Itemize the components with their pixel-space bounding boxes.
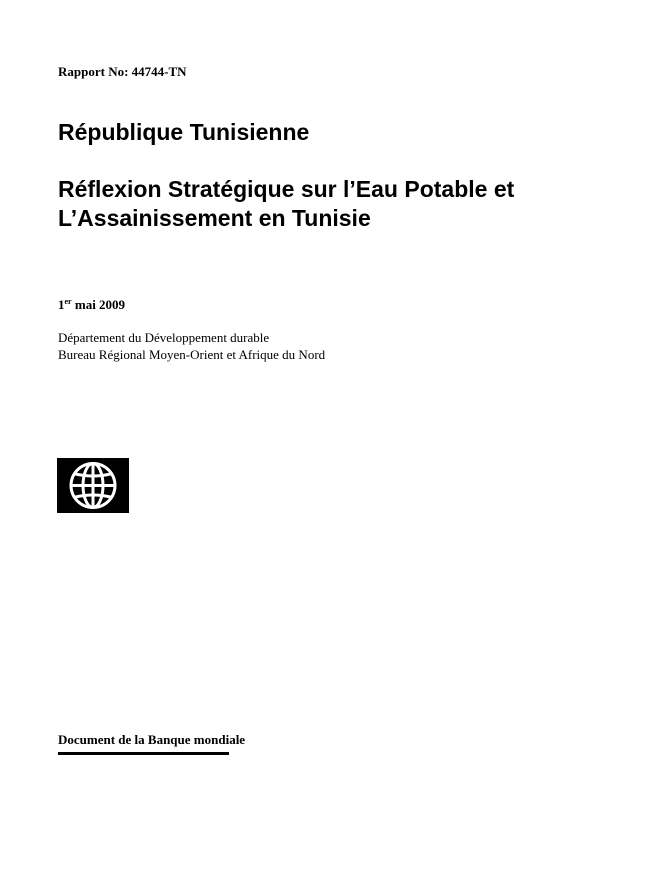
department-line-2: Bureau Régional Moyen-Orient et Afrique du Nord [58, 347, 326, 362]
document-title-line-1: Réflexion Stratégique sur l’Eau Potable et [58, 176, 515, 202]
document-title-line-2: L’Assainissement en Tunisie [58, 205, 371, 231]
footer-rule [58, 752, 229, 755]
report-number: Rapport No: 44744-TN [58, 64, 187, 79]
world-bank-globe-icon [57, 458, 129, 513]
country-heading: République Tunisienne [58, 119, 310, 145]
document-title [58, 175, 638, 233]
date-day: 1 [58, 297, 65, 312]
publication-date [58, 297, 125, 313]
department-line-1: Département du Développement durable [58, 330, 270, 345]
footer-label: Document de la Banque mondiale [58, 732, 246, 747]
date-rest: mai 2009 [71, 297, 126, 312]
date-ordinal: er [64, 297, 72, 306]
department-block [58, 329, 325, 363]
